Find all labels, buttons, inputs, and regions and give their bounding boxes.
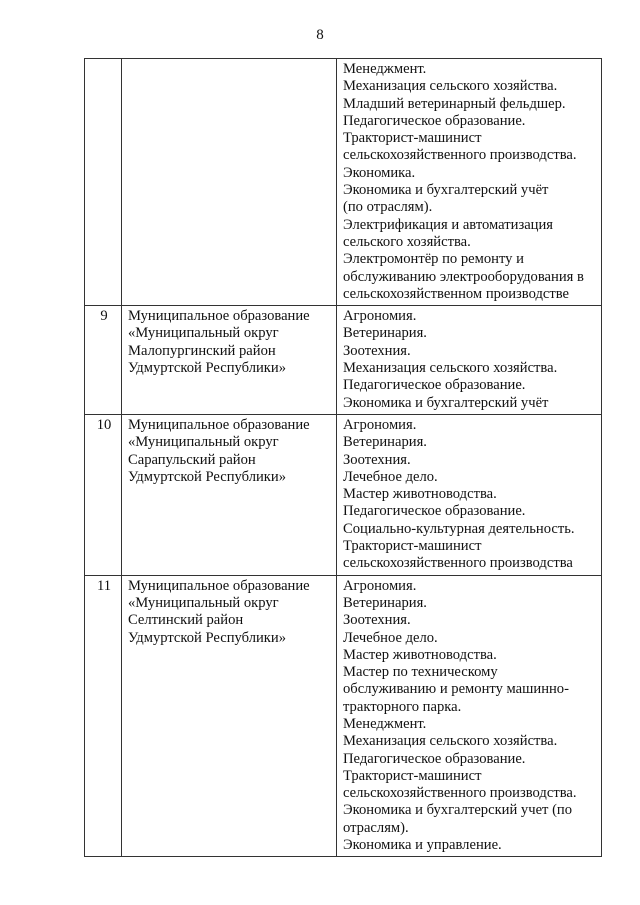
specialty-line: (по отраслям). <box>343 199 433 216</box>
specialty-line: Экономика и бухгалтерский учёт <box>343 394 549 411</box>
specialty-line: Педагогическое образование. <box>343 112 526 129</box>
municipality-line: «Муниципальный округ <box>128 434 279 451</box>
specialty-line: Зоотехния. <box>343 451 411 468</box>
specialty-line: Агрономия. <box>343 308 417 325</box>
specialty-line: Ветеринария. <box>343 594 427 611</box>
municipality-line: Муниципальное образование <box>128 416 310 433</box>
specialty-line: Менеджмент. <box>343 61 427 77</box>
specialty-line: Экономика и управление. <box>343 837 502 854</box>
specialty-line: Агрономия. <box>343 577 417 594</box>
row-number-cell: 10 <box>85 414 122 575</box>
specialty-line: Социально-культурная деятельность. <box>343 520 575 537</box>
table-row <box>85 414 602 575</box>
page-number: 8 <box>316 27 324 43</box>
specialty-line: Тракторист-машинист <box>343 767 482 784</box>
specialty-line: сельскохозяйственного производства <box>343 555 573 572</box>
specialty-line: Механизация сельского хозяйства. <box>343 360 558 377</box>
specialty-line: отраслям). <box>343 819 409 836</box>
specialty-line: Агрономия. <box>343 416 417 433</box>
municipality-cell <box>122 414 337 575</box>
municipality-line: Сарапульский район <box>128 451 256 468</box>
specialty-line: Мастер животноводства. <box>343 646 497 663</box>
specialty-line: Мастер животноводства. <box>343 486 497 503</box>
table-body <box>85 59 602 857</box>
specialty-line: сельского хозяйства. <box>343 233 471 250</box>
specialty-line: Экономика и бухгалтерский учет (по <box>343 802 573 819</box>
table-row <box>85 59 602 306</box>
specialty-line: Педагогическое образование. <box>343 377 526 394</box>
municipality-line: Малопургинский район <box>128 342 276 359</box>
specialty-line: Мастер по техническому <box>343 664 498 681</box>
specialty-line: Экономика. <box>343 164 416 181</box>
specialty-line: тракторного парка. <box>343 698 462 715</box>
municipality-cell <box>122 306 337 415</box>
table-row <box>85 575 602 857</box>
municipality-line: Удмуртской Республики» <box>128 629 286 646</box>
specialties-cell <box>337 59 602 306</box>
specialty-line: Тракторист-машинист <box>343 130 482 147</box>
municipality-line: Удмуртской Республики» <box>128 360 286 377</box>
specialty-line: Зоотехния. <box>343 342 411 359</box>
municipality-line: Селтинский район <box>128 612 244 629</box>
specialties-cell <box>337 414 602 575</box>
municipality-line: Муниципальное образование <box>128 577 310 594</box>
specialty-line: Педагогическое образование. <box>343 750 526 767</box>
specialty-line: обслуживанию электрооборудования в <box>343 268 584 285</box>
municipality-line: Муниципальное образование <box>128 308 310 325</box>
specialty-line: сельскохозяйственного производства. <box>343 785 577 802</box>
specialties-cell <box>337 306 602 415</box>
specialty-line: Механизация сельского хозяйства. <box>343 78 558 95</box>
specialty-line: Педагогическое образование. <box>343 503 526 520</box>
specialty-line: Менеджмент. <box>343 715 427 732</box>
specialty-line: Лечебное дело. <box>343 468 438 485</box>
specialty-line: Зоотехния. <box>343 612 411 629</box>
specialty-line: Экономика и бухгалтерский учёт <box>343 182 549 199</box>
municipality-cell <box>122 59 337 306</box>
specialty-line: Ветеринария. <box>343 434 427 451</box>
municipality-line: Удмуртской Республики» <box>128 468 286 485</box>
row-number-cell: 11 <box>85 575 122 857</box>
specialty-line: сельскохозяйственного производства. <box>343 147 577 164</box>
municipalities-table <box>84 58 602 857</box>
municipality-line: «Муниципальный округ <box>128 325 279 342</box>
specialty-line: обслуживанию и ремонту машинно- <box>343 681 569 698</box>
row-number-cell <box>85 59 122 306</box>
table-row <box>85 306 602 415</box>
specialties-cell <box>337 575 602 857</box>
specialty-line: Механизация сельского хозяйства. <box>343 733 558 750</box>
row-number-cell: 9 <box>85 306 122 415</box>
municipality-line: «Муниципальный округ <box>128 594 279 611</box>
specialty-line: Ветеринария. <box>343 325 427 342</box>
specialty-line: Младший ветеринарный фельдшер. <box>343 95 566 112</box>
specialty-line: Лечебное дело. <box>343 629 438 646</box>
municipality-cell <box>122 575 337 857</box>
specialty-line: Тракторист-машинист <box>343 538 482 555</box>
specialty-line: Электрификация и автоматизация <box>343 216 554 233</box>
specialty-line: сельскохозяйственном производстве <box>343 285 570 302</box>
specialty-line: Электромонтёр по ремонту и <box>343 251 524 268</box>
